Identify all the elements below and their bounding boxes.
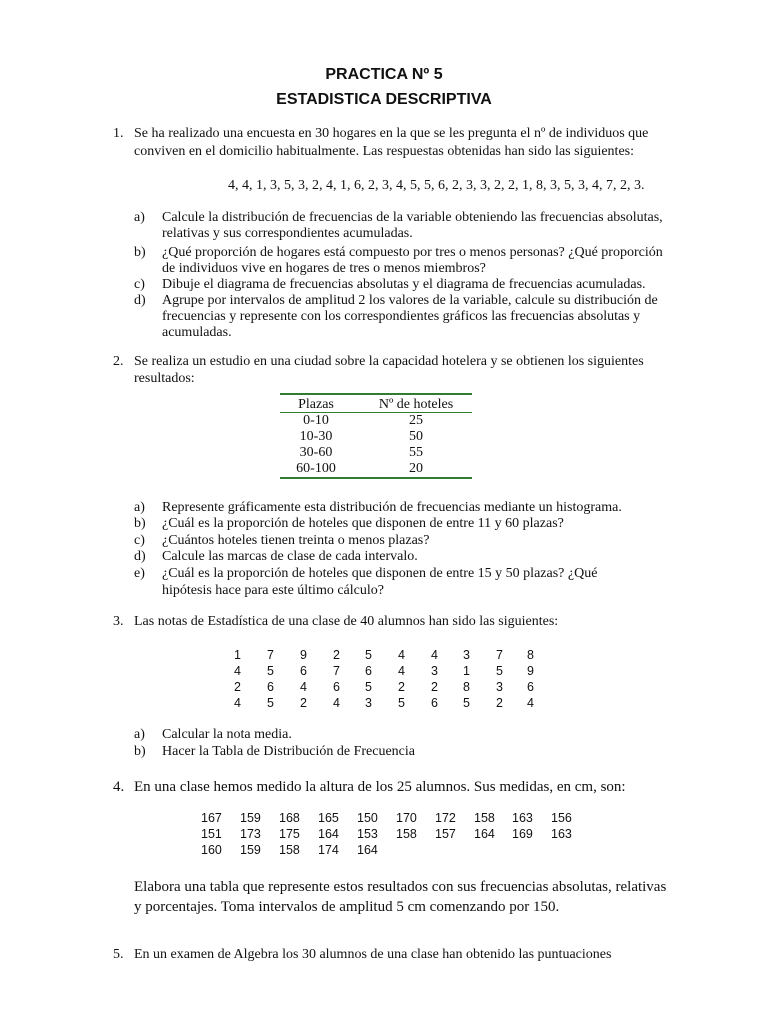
grade-value: 2 xyxy=(496,696,503,710)
question-number: 1. xyxy=(113,126,124,141)
grade-value: 3 xyxy=(365,696,372,710)
height-value: 175 xyxy=(279,827,300,841)
item-text: Calcule las marcas de clase de cada intervalo. xyxy=(162,549,418,564)
height-value: 167 xyxy=(201,811,222,825)
item-label: d) xyxy=(134,549,146,564)
height-value: 174 xyxy=(318,843,339,857)
grade-value: 5 xyxy=(267,664,274,678)
grade-value: 6 xyxy=(333,680,340,694)
question-text: En una clase hemos medido la altura de los 25 alumnos. Sus medidas, en cm, son: xyxy=(134,779,626,795)
item-label: b) xyxy=(134,744,146,759)
grade-value: 7 xyxy=(267,648,274,662)
height-value: 158 xyxy=(474,811,495,825)
grade-value: 6 xyxy=(300,664,307,678)
grade-value: 4 xyxy=(234,696,241,710)
height-value: 172 xyxy=(435,811,456,825)
height-value: 164 xyxy=(318,827,339,841)
item-label: a) xyxy=(134,727,145,742)
item-text: de individuos vive en hogares de tres o menos miembros? xyxy=(162,261,486,276)
height-value: 168 xyxy=(279,811,300,825)
data-values: 4, 4, 1, 3, 5, 3, 2, 4, 1, 6, 2, 3, 4, 5, 5, 6, 2, 3, 3, 2, 2, 1, 8, 3, 5, 3, 4, 7, 2, 3. xyxy=(228,178,645,193)
height-value: 164 xyxy=(474,827,495,841)
question-number: 5. xyxy=(113,947,124,962)
height-value: 157 xyxy=(435,827,456,841)
height-value: 150 xyxy=(357,811,378,825)
grade-value: 7 xyxy=(496,648,503,662)
height-value: 163 xyxy=(551,827,572,841)
item-text: Dibuje el diagrama de frecuencias absolutas y el diagrama de frecuencias acumuladas. xyxy=(162,277,646,292)
question-text: Se realiza un estudio en una ciudad sobre la capacidad hotelera y se obtienen los siguientes xyxy=(134,354,644,369)
item-label: b) xyxy=(134,516,146,531)
grade-value: 6 xyxy=(365,664,372,678)
height-value: 170 xyxy=(396,811,417,825)
question-text: resultados: xyxy=(134,371,195,386)
grade-value: 5 xyxy=(398,696,405,710)
grade-value: 8 xyxy=(463,680,470,694)
grade-value: 6 xyxy=(527,680,534,694)
table-cell: 60-100 xyxy=(296,461,336,476)
question-text: conviven en el domicilio habitualmente. Las respuestas obtenidas han sido las siguientes: xyxy=(134,144,634,159)
question-text: y porcentajes. Toma intervalos de amplitud 5 cm comenzando por 150. xyxy=(134,899,560,915)
item-text: Calcule la distribución de frecuencias de la variable obteniendo las frecuencias absolutas, xyxy=(162,210,663,225)
grade-value: 3 xyxy=(431,664,438,678)
item-text: acumuladas. xyxy=(162,325,232,340)
question-text: Las notas de Estadística de una clase de 40 alumnos han sido las siguientes: xyxy=(134,614,559,629)
height-value: 164 xyxy=(357,843,378,857)
item-text: frecuencias y represente con los correspondientes gráficos las frecuencias absolutas y xyxy=(162,309,641,324)
height-value: 165 xyxy=(318,811,339,825)
height-value: 151 xyxy=(201,827,222,841)
item-label: e) xyxy=(134,566,145,581)
item-label: c) xyxy=(134,533,145,548)
item-label: a) xyxy=(134,210,145,225)
height-value: 159 xyxy=(240,843,261,857)
item-text: hipótesis hace para este último cálculo? xyxy=(162,582,384,598)
table-rule xyxy=(280,393,472,395)
grade-value: 3 xyxy=(496,680,503,694)
grade-value: 2 xyxy=(398,680,405,694)
item-text: ¿Cuántos hoteles tienen treinta o menos plazas? xyxy=(162,533,430,548)
grade-value: 5 xyxy=(365,680,372,694)
grade-value: 5 xyxy=(463,696,470,710)
height-value: 153 xyxy=(357,827,378,841)
question-text: En un examen de Algebra los 30 alumnos de una clase han obtenido las puntuaciones xyxy=(134,947,612,962)
table-cell: 25 xyxy=(409,413,423,428)
page-title: PRACTICA Nº 5 xyxy=(325,66,443,83)
grade-value: 1 xyxy=(463,664,470,678)
question-number: 2. xyxy=(113,354,124,369)
grade-value: 2 xyxy=(234,680,241,694)
item-label: b) xyxy=(134,245,146,260)
item-text: ¿Qué proporción de hogares está compuesto por tres o menos personas? ¿Qué proporción xyxy=(162,245,663,260)
table-cell: 55 xyxy=(409,445,423,460)
grade-value: 6 xyxy=(267,680,274,694)
question-number: 3. xyxy=(113,614,124,629)
page-subtitle: ESTADISTICA DESCRIPTIVA xyxy=(276,91,492,108)
grade-value: 2 xyxy=(300,696,307,710)
table-cell: 0-10 xyxy=(303,413,329,428)
grade-value: 5 xyxy=(496,664,503,678)
grade-value: 4 xyxy=(300,680,307,694)
table-cell: 10-30 xyxy=(299,429,333,444)
question-number: 4. xyxy=(113,779,125,795)
item-text: Agrupe por intervalos de amplitud 2 los valores de la variable, calcule su distribución de xyxy=(162,293,658,308)
grade-value: 4 xyxy=(234,664,241,678)
grade-value: 9 xyxy=(527,664,534,678)
grade-value: 5 xyxy=(267,696,274,710)
question-text: Elabora una tabla que represente estos resultados con sus frecuencias absolutas, relativas xyxy=(134,879,667,895)
item-text: ¿Cuál es la proporción de hoteles que disponen de entre 11 y 60 plazas? xyxy=(162,516,564,531)
table-rule xyxy=(280,477,472,479)
table-cell: 30-60 xyxy=(299,445,333,460)
question-text: Se ha realizado una encuesta en 30 hogares en la que se les pregunta el nº de individuos que xyxy=(134,126,649,141)
grade-value: 7 xyxy=(333,664,340,678)
height-value: 156 xyxy=(551,811,572,825)
table-cell: 50 xyxy=(409,429,423,444)
grade-value: 3 xyxy=(463,648,470,662)
item-text: Calcular la nota media. xyxy=(162,727,292,742)
grade-value: 2 xyxy=(333,648,340,662)
grade-value: 4 xyxy=(527,696,534,710)
height-value: 169 xyxy=(512,827,533,841)
height-value: 158 xyxy=(396,827,417,841)
grade-value: 9 xyxy=(300,648,307,662)
grade-value: 5 xyxy=(365,648,372,662)
table-header: Plazas xyxy=(298,397,334,412)
table-header: Nº de hoteles xyxy=(378,397,454,412)
grade-value: 2 xyxy=(431,680,438,694)
item-label: a) xyxy=(134,500,145,515)
item-text: relativas y sus correspondientes acumuladas. xyxy=(162,226,413,241)
grade-value: 6 xyxy=(431,696,438,710)
height-value: 173 xyxy=(240,827,261,841)
height-value: 163 xyxy=(512,811,533,825)
item-text: Hacer la Tabla de Distribución de Frecuencia xyxy=(162,744,415,759)
grade-value: 1 xyxy=(234,648,241,662)
item-label: c) xyxy=(134,277,145,292)
item-text: ¿Cuál es la proporción de hoteles que disponen de entre 15 y 50 plazas? ¿Qué xyxy=(162,566,598,581)
height-value: 158 xyxy=(279,843,300,857)
item-text: Represente gráficamente esta distribución de frecuencias mediante un histograma. xyxy=(162,500,622,515)
grade-value: 4 xyxy=(398,664,405,678)
height-value: 160 xyxy=(201,843,222,857)
item-label: d) xyxy=(134,293,146,308)
grade-value: 4 xyxy=(398,648,405,662)
grade-value: 4 xyxy=(333,696,340,710)
height-value: 159 xyxy=(240,811,261,825)
table-cell: 20 xyxy=(409,461,423,476)
grade-value: 8 xyxy=(527,648,534,662)
grade-value: 4 xyxy=(431,648,438,662)
